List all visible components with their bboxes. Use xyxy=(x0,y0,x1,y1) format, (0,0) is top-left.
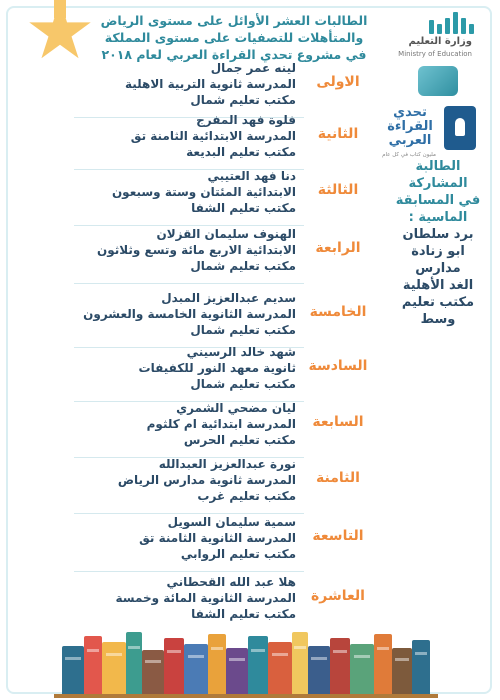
office-name: مكتب تعليم البديعة xyxy=(186,145,296,159)
book xyxy=(102,642,126,694)
vision-logo-icon xyxy=(418,66,458,96)
winner-entry xyxy=(14,290,374,350)
office-name: مكتب تعليم الشفا xyxy=(191,607,296,621)
student-name: هلا عبد الله القحطاني xyxy=(166,575,296,589)
school-name: المدرسة الثانوية المائة وخمسة xyxy=(115,591,296,605)
book xyxy=(142,650,164,694)
book xyxy=(268,642,292,694)
winner-entry xyxy=(14,226,374,286)
book xyxy=(330,638,350,694)
rank-label: الثانية xyxy=(317,126,359,142)
school-name: الابتدائية المئتان وستة وسبعون xyxy=(111,185,296,199)
divider xyxy=(74,571,304,572)
rank-label: السابعة xyxy=(312,414,364,430)
office-name: مكتب تعليم شمال xyxy=(190,323,296,337)
winner-entry xyxy=(14,456,374,516)
panel-text-line: برد سلطان xyxy=(402,227,474,242)
winner-entry xyxy=(14,112,374,172)
rank-label: السادسة xyxy=(308,358,368,374)
panel-text-line: وسط xyxy=(420,312,456,327)
winner-entry xyxy=(14,400,374,460)
winner-entry xyxy=(14,514,374,574)
school-name: الابتدائية الاربع مائة وتسع وثلاثون xyxy=(97,243,296,257)
book xyxy=(208,634,226,694)
panel-text-line: ابو زنادة xyxy=(411,244,465,259)
moe-name: وزارة التعليم xyxy=(408,36,472,47)
shelf xyxy=(54,694,438,698)
winner-entry xyxy=(14,60,374,120)
book xyxy=(126,632,142,694)
panel-text-line: مكتب تعليم xyxy=(401,295,475,310)
book xyxy=(308,646,330,694)
books-icon xyxy=(62,630,430,694)
school-name: المدرسة الثانوية الخامسة والعشرون xyxy=(83,307,296,321)
book xyxy=(392,648,412,694)
student-name: لينه عمر جمال xyxy=(210,61,296,75)
office-name: مكتب تعليم شمال xyxy=(190,93,296,107)
school-name: المدرسة ابتدائية ام كلثوم xyxy=(146,417,296,431)
book xyxy=(350,644,374,694)
school-name: ثانوية معهد النور للكفيفات xyxy=(138,361,296,375)
title-line: والمتأهلات للتصفيات على مستوى المملكة xyxy=(104,30,364,45)
office-name: مكتب تعليم شمال xyxy=(190,377,296,391)
book xyxy=(184,644,208,694)
school-name: المدرسة ثانوية التربية الاهلية xyxy=(124,77,296,91)
student-name: دنا فهد العتيبي xyxy=(207,169,296,183)
student-name: سديم عبدالعزيز المبدل xyxy=(161,291,296,305)
title-line: في مشروع تحدي القراءة العربي لعام ٢٠١٨ xyxy=(101,47,367,62)
rank-label: التاسعة xyxy=(312,528,364,544)
reading-challenge-logo-icon xyxy=(444,106,476,150)
student-name: الهنوف سليمان القزلان xyxy=(156,227,296,241)
book xyxy=(226,648,248,694)
student-name: شهد خالد الرسيني xyxy=(186,345,296,359)
book xyxy=(292,632,308,694)
rank-label: الرابعة xyxy=(315,240,361,256)
student-name: سمية سليمان السويل xyxy=(167,515,296,529)
panel-text-line: الغد الأهلية xyxy=(402,278,474,293)
logos xyxy=(382,6,492,156)
moe-name-en: Ministry of Education xyxy=(398,50,472,58)
page-title xyxy=(80,12,388,63)
reading-challenge-slogan: مليون كتاب في كل عام xyxy=(382,152,436,158)
winner-entry xyxy=(14,168,374,228)
winner-entry xyxy=(14,344,374,404)
panel-text-line: مدارس xyxy=(415,261,461,276)
book xyxy=(62,646,84,694)
office-name: مكتب تعليم الحرس xyxy=(183,433,296,447)
office-name: مكتب تعليم الروابي xyxy=(180,547,296,561)
office-name: مكتب تعليم الشفا xyxy=(191,201,296,215)
book xyxy=(164,638,184,694)
book xyxy=(248,636,268,694)
book xyxy=(84,636,102,694)
panel-heading-line: الطالبة المشاركة xyxy=(408,159,468,191)
rank-label: الخامسة xyxy=(309,304,367,320)
rank-label: الاولى xyxy=(316,74,360,90)
diamond-participant-panel xyxy=(386,158,490,328)
book xyxy=(412,640,430,694)
office-name: مكتب تعليم شمال xyxy=(190,259,296,273)
winner-entry xyxy=(14,574,374,634)
book xyxy=(374,634,392,694)
moe-logo-icon xyxy=(410,10,474,34)
panel-heading-line: في المسابقة xyxy=(395,193,481,208)
rank-label: الثالثة xyxy=(317,182,359,198)
office-name: مكتب تعليم غرب xyxy=(197,489,296,503)
student-name: ليان مضحي الشمري xyxy=(176,401,296,415)
school-name: المدرسة ثانوية مدارس الرياض xyxy=(117,473,296,487)
school-name: المدرسة الابتدائية الثامنة تق xyxy=(130,129,296,143)
school-name: المدرسة الثانوية الثامنة تق xyxy=(139,531,296,545)
rank-label: الثامنة xyxy=(316,470,360,486)
divider xyxy=(74,283,304,284)
rank-label: العاشرة xyxy=(311,588,365,604)
title-line: الطالبات العشر الأوائل على مستوى الرياض xyxy=(100,13,368,28)
student-name: نورة عبدالعزيز العبدالله xyxy=(158,457,296,471)
reading-challenge-name: تحدي القراءة العربي xyxy=(387,105,433,148)
student-name: فلوة فهد المفرج xyxy=(196,113,296,127)
panel-heading-line: الماسية : xyxy=(408,210,468,225)
